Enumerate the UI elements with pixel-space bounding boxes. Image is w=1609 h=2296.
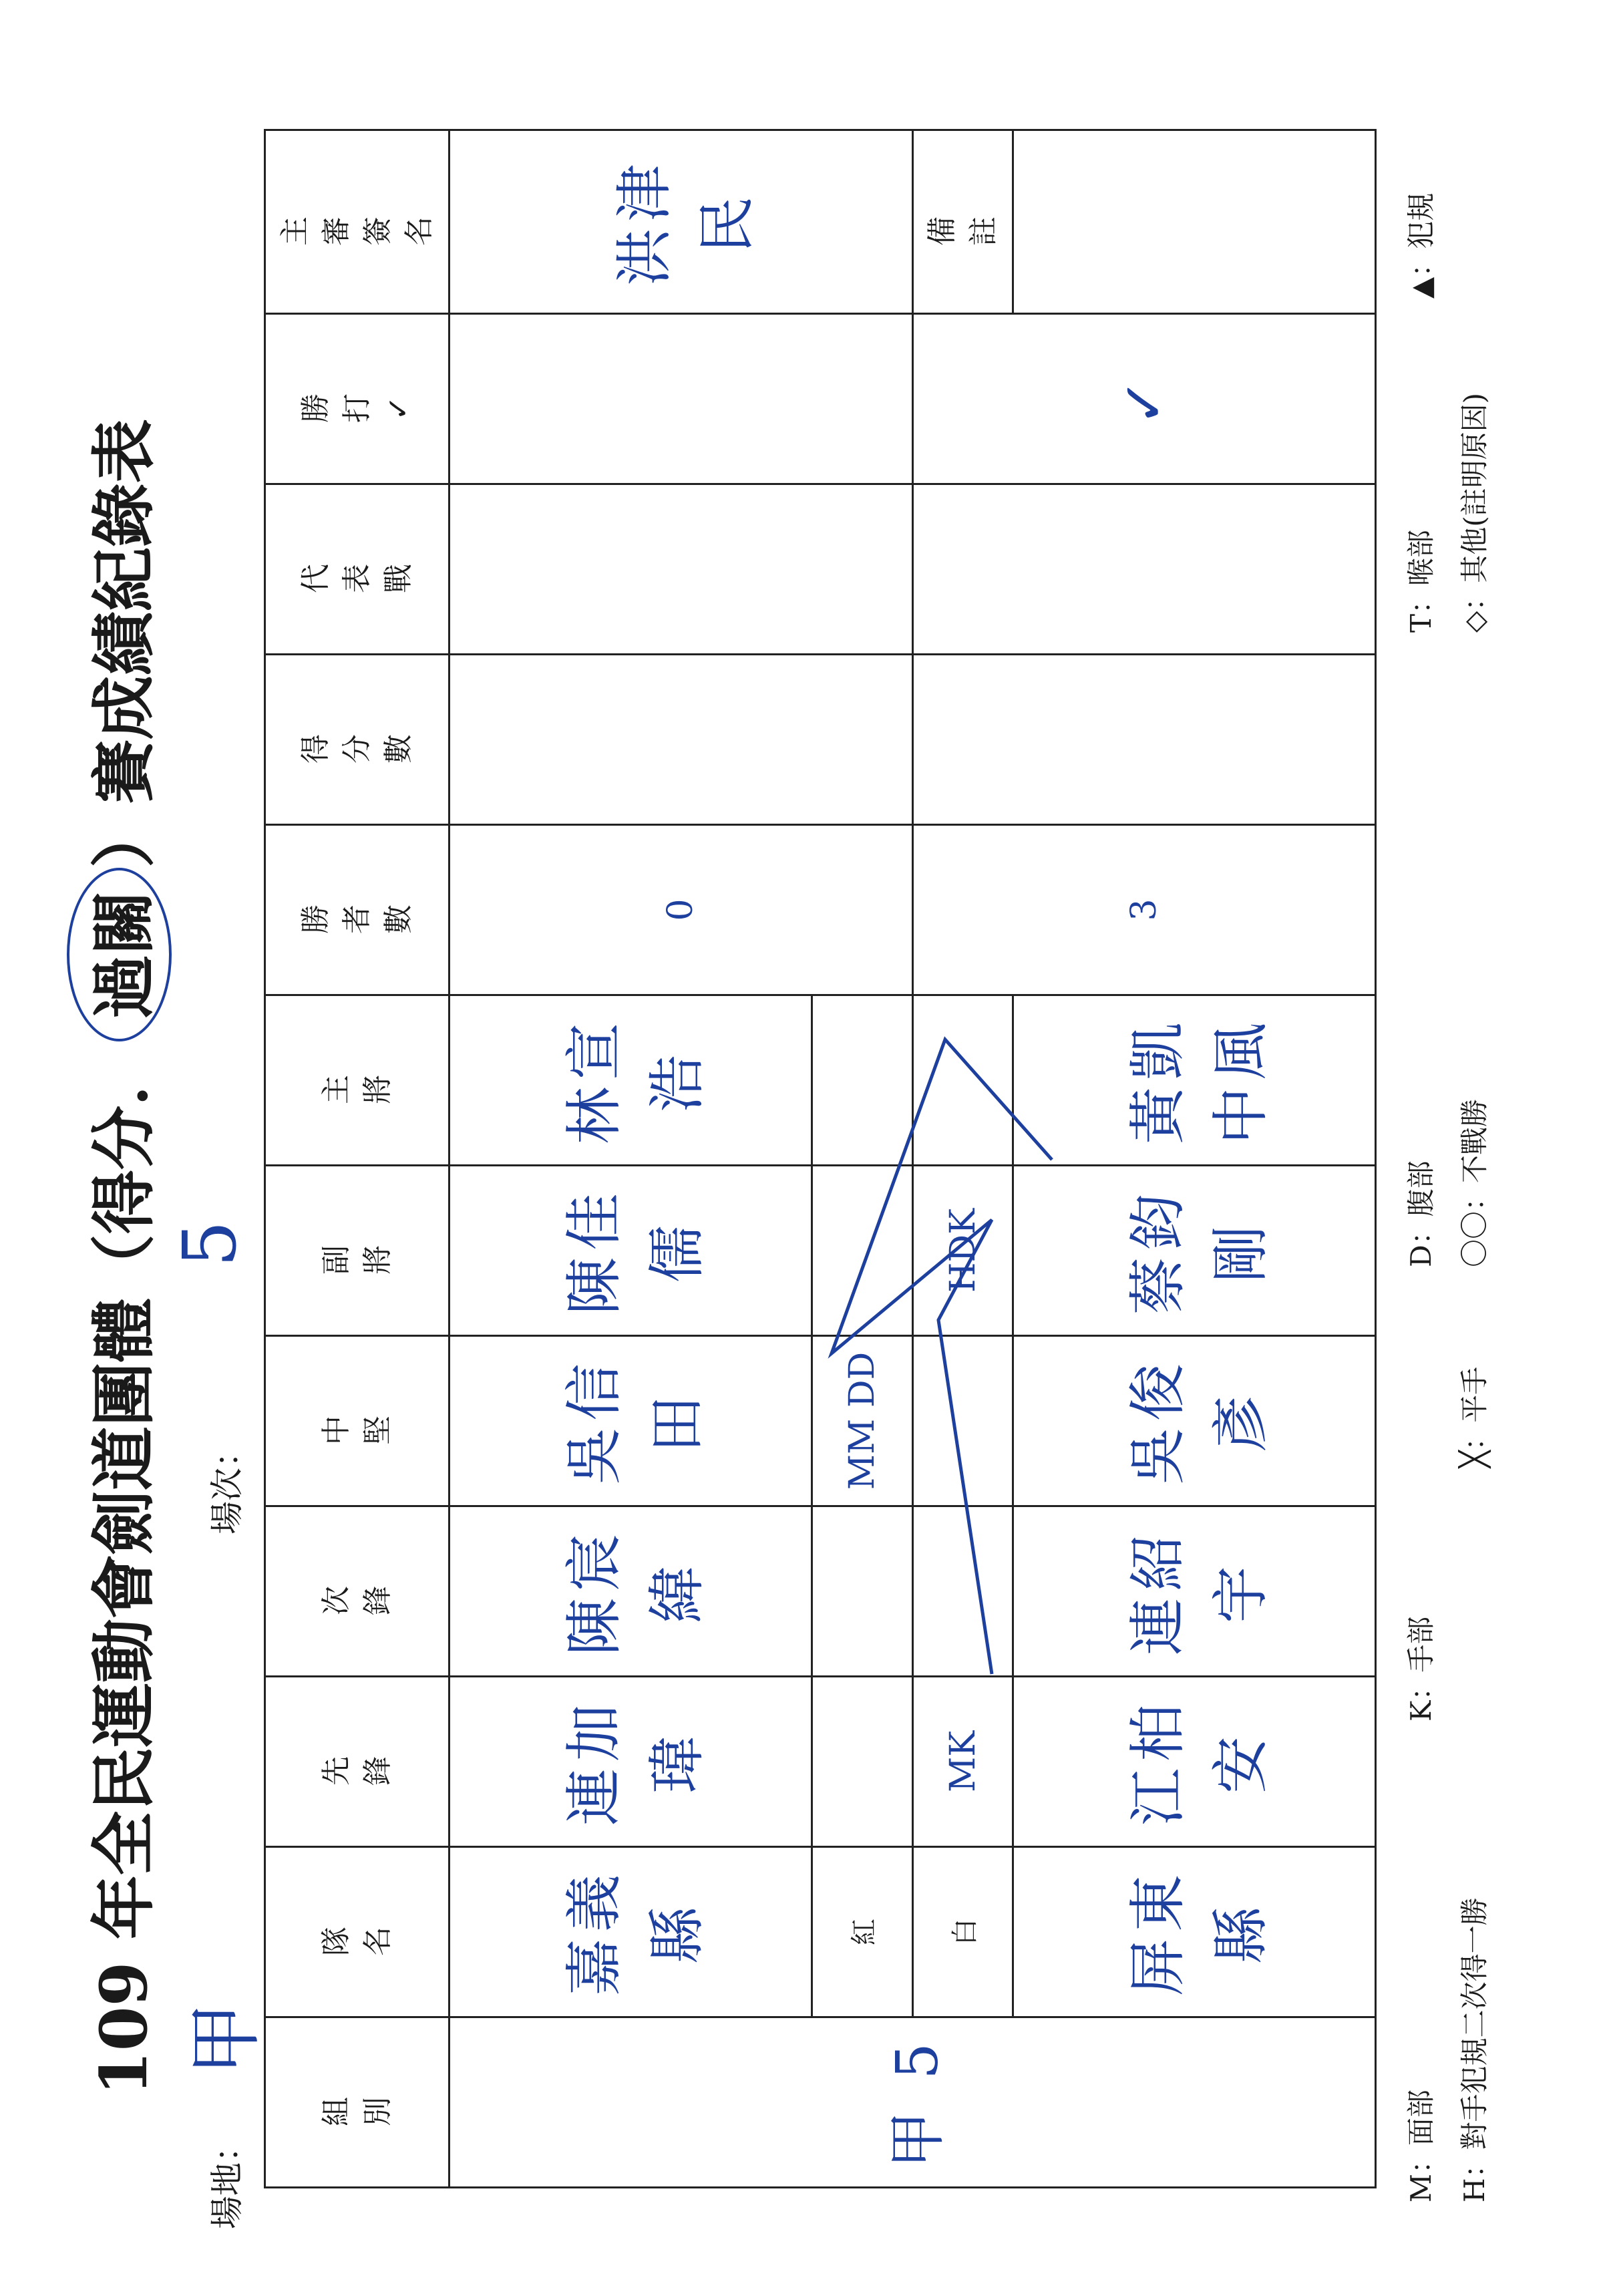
red-score-taisho xyxy=(812,995,912,1166)
title-circled-option: 過關 xyxy=(67,868,172,1041)
white-team-name: 屏東縣 xyxy=(1013,1847,1376,2017)
header-group: 組 別 xyxy=(265,2017,450,2188)
header-senpo: 先 鋒 xyxy=(265,1677,450,1847)
header-chuken: 中 堅 xyxy=(265,1336,450,1506)
white-score-taisho xyxy=(912,995,1013,1166)
title-suffix: ）賽成績紀錄表 xyxy=(86,419,162,868)
red-player-senpo: 連加瑋 xyxy=(450,1677,812,1847)
legend-foul: ▲：犯規 xyxy=(1405,192,1437,299)
red-team-name: 嘉義縣 xyxy=(450,1847,812,2017)
legend-do: D：腹部 xyxy=(1405,1160,1437,1267)
white-player-fukusho: 蔡鈞剛 xyxy=(1013,1166,1376,1336)
legend-fusen: 〇〇：不戰勝 xyxy=(1458,1098,1491,1267)
header-daihyo: 代 表 戰 xyxy=(265,484,450,655)
legend-kote: K：手部 xyxy=(1405,1616,1437,1721)
remarks-label: 備 註 xyxy=(912,130,1013,314)
match-label: 場次： xyxy=(208,1434,246,1534)
header-referee: 主 審 簽 名 xyxy=(265,130,450,314)
legend-line2 xyxy=(1453,393,1493,2202)
score-table xyxy=(264,129,1377,2188)
red-points xyxy=(450,655,912,825)
white-daihyo xyxy=(912,484,1375,655)
venue-value: 甲 xyxy=(183,2002,269,2076)
red-score-chuken: MM DD xyxy=(812,1336,912,1506)
header-fukusho: 副 將 xyxy=(265,1166,450,1336)
header-team: 隊 名 xyxy=(265,1847,450,2017)
white-player-senpo: 江柏安 xyxy=(1013,1677,1376,1847)
white-score-senpo: MK xyxy=(912,1677,1013,1847)
header-taisho: 主 將 xyxy=(265,995,450,1166)
red-win-mark xyxy=(450,314,912,484)
white-player-taisho: 黃凱中風 xyxy=(1013,995,1376,1166)
red-score-jiho xyxy=(812,1506,912,1677)
red-player-taisho: 林宣浩 xyxy=(450,995,812,1166)
legend-other: ◇：其他(註明原因) xyxy=(1458,392,1491,633)
group-cell: 甲 5 xyxy=(450,2017,1376,2188)
header-points: 得 分 數 xyxy=(265,655,450,825)
legend-men: M：面部 xyxy=(1405,2089,1437,2202)
title-prefix: 109 年全民運動會劍道團體（得分． xyxy=(86,1041,162,2096)
header-win-mark: 勝 打 ✓ xyxy=(265,314,450,484)
red-player-chuken: 吳信田 xyxy=(450,1336,812,1506)
legend-tsuki: T：喉部 xyxy=(1405,529,1437,633)
white-score-fukusho: HDK xyxy=(912,1166,1013,1336)
match-value: 5 xyxy=(167,1220,252,1267)
white-player-chuken: 吳俊彥 xyxy=(1013,1336,1376,1506)
legend-hansoku: H：對手犯規二次得一勝 xyxy=(1458,1897,1491,2202)
red-daihyo xyxy=(450,484,912,655)
referee-signature: 洪津民 xyxy=(450,130,912,314)
red-score-fukusho xyxy=(812,1166,912,1336)
red-player-fukusho: 陳佳儒 xyxy=(450,1166,812,1336)
header-jiho: 次 鋒 xyxy=(265,1506,450,1677)
white-win-mark: ✓ xyxy=(912,314,1375,484)
red-wins: 0 xyxy=(450,825,912,995)
legend-draw: ╳：平手 xyxy=(1458,1366,1491,1468)
white-score-jiho xyxy=(912,1506,1013,1677)
header-wins: 勝 者 數 xyxy=(265,825,450,995)
white-score-chuken xyxy=(912,1336,1013,1506)
white-points xyxy=(912,655,1375,825)
remarks-value xyxy=(1013,130,1376,314)
red-side-label: 紅 xyxy=(812,1847,912,2017)
white-wins: 3 xyxy=(912,825,1375,995)
white-side-label: 白 xyxy=(912,1847,1013,2017)
form-title xyxy=(67,92,167,2096)
white-player-jiho: 連紹宇 xyxy=(1013,1506,1376,1677)
venue-label: 場地： xyxy=(208,2129,246,2229)
legend-line1 xyxy=(1399,193,1439,2202)
red-score-senpo xyxy=(812,1677,912,1847)
red-player-jiho: 陳宸緯 xyxy=(450,1506,812,1677)
